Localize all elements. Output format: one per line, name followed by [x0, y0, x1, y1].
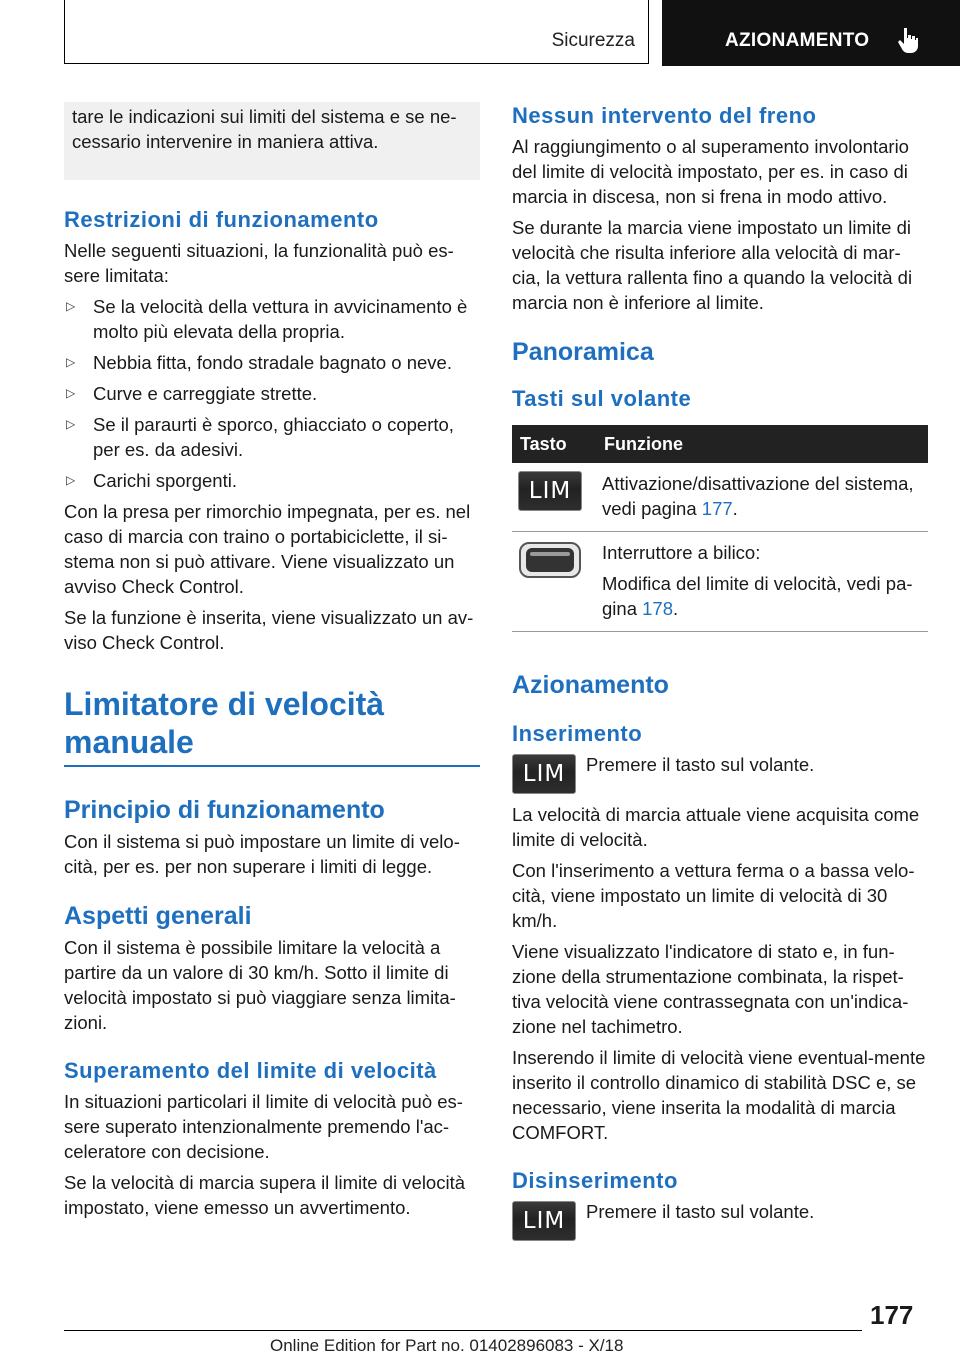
principle-heading: Principio di funzionamento: [64, 796, 385, 824]
keys-heading: Tasti sul volante: [512, 386, 692, 411]
activation-para-3: Viene visualizzato l'indicatore di stato e, in fun-zione della strumentazione combinata, la rispet-tiva velocità viene contrassegnata con un'indica-zione nel tachimetro.: [512, 941, 909, 1037]
header-divider: [648, 0, 649, 64]
function-text: Attivazione/disattivazione del sistema, vedi pagina: [602, 473, 914, 519]
note-text: tare le indicazioni sui limiti del sistema e se ne-cessario intervenire in maniera attiva.: [72, 106, 457, 152]
col-header-function: Funzione: [596, 425, 928, 463]
activation-instruction: [512, 752, 928, 794]
page-number: 177: [870, 1300, 914, 1330]
restrictions-intro: Nelle seguenti situazioni, la funzionalità può es-sere limitata:: [64, 240, 454, 286]
general-heading: Aspetti generali: [64, 902, 252, 930]
exceed-para-1: In situazioni particolari il limite di velocità può es-sere superato intenzionalmente premendo l'ac-celeratore con decisione.: [64, 1091, 463, 1162]
overview-heading: Panoramica: [512, 338, 654, 366]
keys-table: [512, 425, 928, 632]
exceed-heading: Superamento del limite di velocità: [64, 1058, 437, 1083]
function-label: Interruttore a bilico:: [602, 542, 761, 563]
deactivation-press: Premere il tasto sul volante.: [586, 1201, 815, 1222]
page-link[interactable]: 177: [701, 498, 733, 519]
exceed-para-2: Se la velocità di marcia supera il limite di velocità impostato, viene emesso un avvertimento.: [64, 1172, 466, 1218]
activation-heading: Inserimento: [512, 721, 643, 746]
activation-para-4: Inserendo il limite di velocità viene eventual-mente inserito il controllo dinamico di stabilità DSC e, se necessario, viene inserita la modalità di marcia COMFORT.: [512, 1047, 926, 1143]
activation-para-1: La velocità di marcia attuale viene acquisita come limite di velocità.: [512, 804, 920, 850]
deactivation-instruction: [512, 1199, 928, 1241]
chapter-title-rule: [64, 765, 480, 767]
principle-text: Con il sistema si può impostare un limite di velo-cità, per es. per non superare i limiti di legge.: [64, 831, 460, 877]
lim-button-icon: LIM: [518, 471, 582, 511]
list-item: ▷ Carichi sporgenti.: [64, 468, 480, 493]
rocker-switch-icon: [518, 540, 582, 580]
operation-heading: Azionamento: [512, 671, 669, 699]
deactivation-heading: Disinserimento: [512, 1168, 678, 1193]
restrictions-para-1: Con la presa per rimorchio impegnata, per es. nel caso di marcia con traino o portabiciclette, il si-stema non si può attivare. Viene visualizzato un avviso Check Control.: [64, 501, 471, 597]
restrictions-para-2: Se la funzione è inserita, viene visualizzato un av-viso Check Control.: [64, 607, 474, 653]
left-column: [64, 102, 480, 1226]
table-row: [512, 463, 928, 532]
edition-footer: Online Edition for Part no. 01402896083 - X/18: [270, 1336, 624, 1355]
list-item: ▷ Nebbia fitta, fondo stradale bagnato o neve.: [64, 350, 480, 375]
lim-button-icon: LIM: [512, 1201, 576, 1241]
punctuation: .: [673, 598, 679, 619]
list-item: ▷ Se la velocità della vettura in avvicinamento è molto più elevata della propria.: [64, 294, 480, 344]
nobrake-para-1: Al raggiungimento o al superamento involontario del limite di velocità impostato, per es. in caso di marcia in discesa, non si frena in modo attivo.: [512, 136, 909, 207]
chapter-label: AZIONAMENTO: [725, 30, 870, 51]
list-item: ▷ Se il paraurti è sporco, ghiacciato o coperto, per es. da adesivi.: [64, 412, 480, 462]
chapter-title: Limitatore di velocità manuale: [64, 686, 385, 760]
section-label: Sicurezza: [551, 30, 635, 51]
right-column: [512, 102, 928, 1249]
header-bottom-rule: [64, 63, 648, 64]
activation-para-2: Con l'inserimento a vettura ferma o a bassa velo-cità, viene impostato un limite di velocità di 30 km/h.: [512, 860, 915, 931]
activation-press: Premere il tasto sul volante.: [586, 754, 815, 775]
page-link[interactable]: 178: [642, 598, 673, 619]
general-text: Con il sistema è possibile limitare la velocità a partire da un valore di 30 km/h. Sotto il limite di velocità impostato si può viaggiare senza limita-zioni.: [64, 937, 456, 1033]
function-text: Modifica del limite di velocità, vedi pa-gina: [602, 573, 913, 619]
restrictions-heading: Restrizioni di funzionamento: [64, 207, 379, 232]
list-item: ▷ Curve e carreggiate strette.: [64, 381, 480, 406]
note-box: [64, 102, 480, 180]
pointing-hand-icon: [896, 26, 920, 54]
footer-rule: [64, 1330, 862, 1331]
lim-button-icon: LIM: [512, 754, 576, 794]
nobrake-heading: Nessun intervento del freno: [512, 103, 817, 128]
header-left-rule: [64, 0, 65, 64]
col-header-key: Tasto: [512, 425, 596, 463]
restrictions-list: [64, 294, 480, 493]
punctuation: .: [732, 498, 738, 519]
nobrake-para-2: Se durante la marcia viene impostato un limite di velocità che risulta inferiore alla velocità di mar-cia, la vettura rallenta fino a quando la velocità di marcia non è inferiore al limite.: [512, 217, 913, 313]
table-row: [512, 532, 928, 632]
